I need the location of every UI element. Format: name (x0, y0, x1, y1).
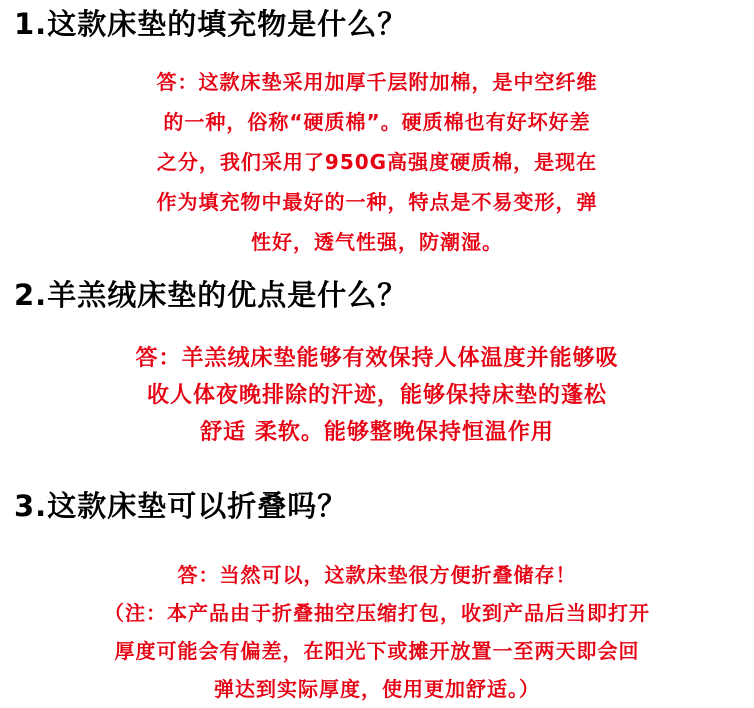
answer-2-line: 答：羊羔绒床垫能够有效保持人体温度并能够吸 (135, 346, 619, 371)
answer-3-line: （注：本产品由于折叠抽空压缩打包，收到产品后当即打开 (104, 601, 650, 625)
answer-1-line: 性好，透气性强，防潮湿。 (251, 230, 503, 254)
answer-1-text (20, 62, 734, 262)
question-1-heading: 1.这款床垫的填充物是什么？ (14, 7, 408, 41)
question-2-heading: 2.羊羔绒床垫的优点是什么？ (14, 278, 408, 312)
answer-1-line: 作为填充物中最好的一种，特点是不易变形，弹 (156, 190, 598, 214)
answer-3-line: 厚度可能会有偏差，在阳光下或摊开放置一至两天即会回 (114, 639, 640, 663)
answer-2-text (20, 340, 734, 451)
answer-2-line: 舒适 柔软。能够整晚保持恒温作用 (200, 420, 554, 445)
answer-1-line: 答：这款床垫采用加厚千层附加棉，是中空纤维 (156, 70, 598, 94)
answer-3-line: 弹达到实际厚度，使用更加舒适。） (214, 677, 540, 701)
answer-1-line: 之分，我们采用了950G高强度硬质棉，是现在 (156, 150, 598, 174)
answer-3-text (20, 556, 734, 708)
answer-1-line: 的一种，俗称“硬质棉”。硬质棉也有好坏好差 (163, 110, 591, 134)
answer-3-line: 答：当然可以，这款床垫很方便折叠储存！ (177, 563, 577, 587)
question-3-heading: 3.这款床垫可以折叠吗？ (14, 489, 348, 523)
answer-2-line: 收人体夜晚排除的汗迹，能够保持床垫的蓬松 (146, 383, 607, 408)
